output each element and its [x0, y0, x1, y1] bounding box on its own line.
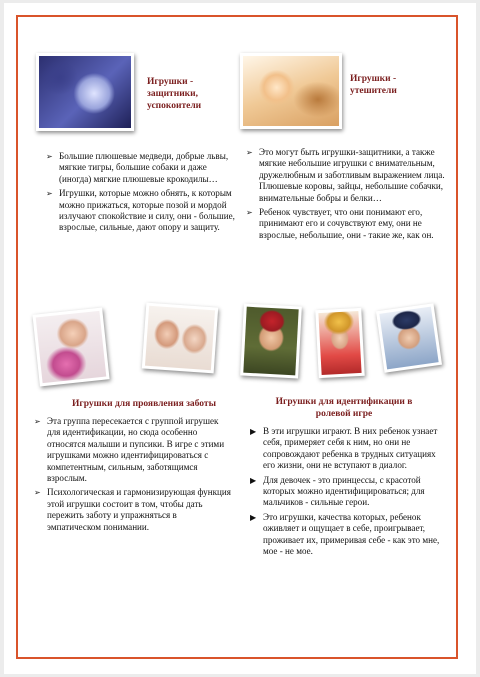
children-with-baby-doll-photo [142, 303, 218, 374]
arrow-bullet-icon: ➢ [46, 189, 53, 199]
boy-in-sailor-cap-photo [376, 303, 442, 372]
list-item [34, 416, 232, 484]
comforters-list [246, 147, 452, 244]
triangle-bullet-icon: ▶ [250, 427, 257, 436]
child-with-bear-photo [36, 53, 134, 131]
girl-in-headdress-photo [315, 308, 364, 378]
document-page [4, 3, 476, 674]
list-item-text: Ребенок чувствует, что они понимают его, принимают его и сочувствуют ему, они не взрослые, небольшие, они - такие же, как он. [259, 207, 434, 240]
list-item-text: Игрушки, которые можно обнять, к которым можно прижаться, которые позой и мордой излучают спокойствие и силу, они - большие, взрослые, сильные, дают опору и защиту. [59, 188, 235, 233]
list-item-text: Эта группа пересекается с группой игрушек для идентификации, но сюда особенно относятся малыши и пупсики. В игре с этими игрушками можно идентифицироваться с компетентным, сильным, заботящимся взрослым. [47, 416, 225, 484]
arrow-bullet-icon: ➢ [246, 208, 253, 218]
list-item [246, 207, 452, 241]
arrow-bullet-icon: ➢ [246, 148, 253, 157]
section-title-identification: Игрушки для идентификации в ролевой игре [275, 397, 413, 419]
boy-in-uniform-photo [240, 304, 302, 379]
list-item [46, 151, 240, 185]
list-item [250, 475, 450, 509]
care-list [34, 416, 232, 536]
section-title-care: Игрушки для проявления заботы [72, 399, 216, 409]
list-item-text: Для девочек - это принцессы, с красотой которых можно идентифицироваться; для мальчиков - сильные герои. [263, 474, 425, 508]
protectors-list [46, 151, 240, 237]
section-title-protectors: Игрушки - защитники, успокоители [147, 77, 202, 111]
list-item [246, 147, 452, 204]
arrow-bullet-icon: ➢ [34, 488, 41, 498]
child-with-doll-photo [32, 308, 109, 387]
arrow-bullet-icon: ➢ [34, 417, 41, 426]
list-item-text: Это могут быть игрушки-защитники, а также мягкие небольшие игрушки с внимательным, дружелюбным и заботливым выражением лица. Плюшевые коровы, зайцы, небольшие собачки, внимательные бобры и белки… [259, 147, 445, 203]
list-item [250, 426, 450, 472]
list-item-text: В эти игрушки играют. В них ребенок узнает себя, примеряет себя к ним, но они не сопровождают ребенка в трудных ситуациях его жизни, они не вступают в диалог. [263, 426, 438, 471]
list-item [46, 188, 240, 234]
list-item-text: Большие плюшевые медведи, добрые львы, мягкие тигры, большие собаки и даже (иногда) мягкие плюшевые крокодилы… [59, 151, 229, 184]
identification-list [250, 426, 450, 560]
list-item-text: Психологическая и гармонизирующая функция этой игрушки состоит в том, чтобы дать пережить заботу и упражняться в эмпатическом понимании. [47, 487, 231, 532]
child-with-plush-toys-photo [240, 53, 342, 129]
list-item-text: Это игрушки, качества которых, ребенок оживляет и ощущает в себе, проигрывает, проживает их, примеривая себе - как это мне, мое - не мое. [263, 511, 440, 557]
list-item [250, 512, 450, 558]
arrow-bullet-icon: ➢ [46, 152, 53, 161]
triangle-bullet-icon: ▶ [250, 512, 257, 522]
list-item [34, 487, 232, 533]
triangle-bullet-icon: ▶ [250, 475, 257, 485]
section-title-comforters: Игрушки - утешители [350, 74, 397, 96]
